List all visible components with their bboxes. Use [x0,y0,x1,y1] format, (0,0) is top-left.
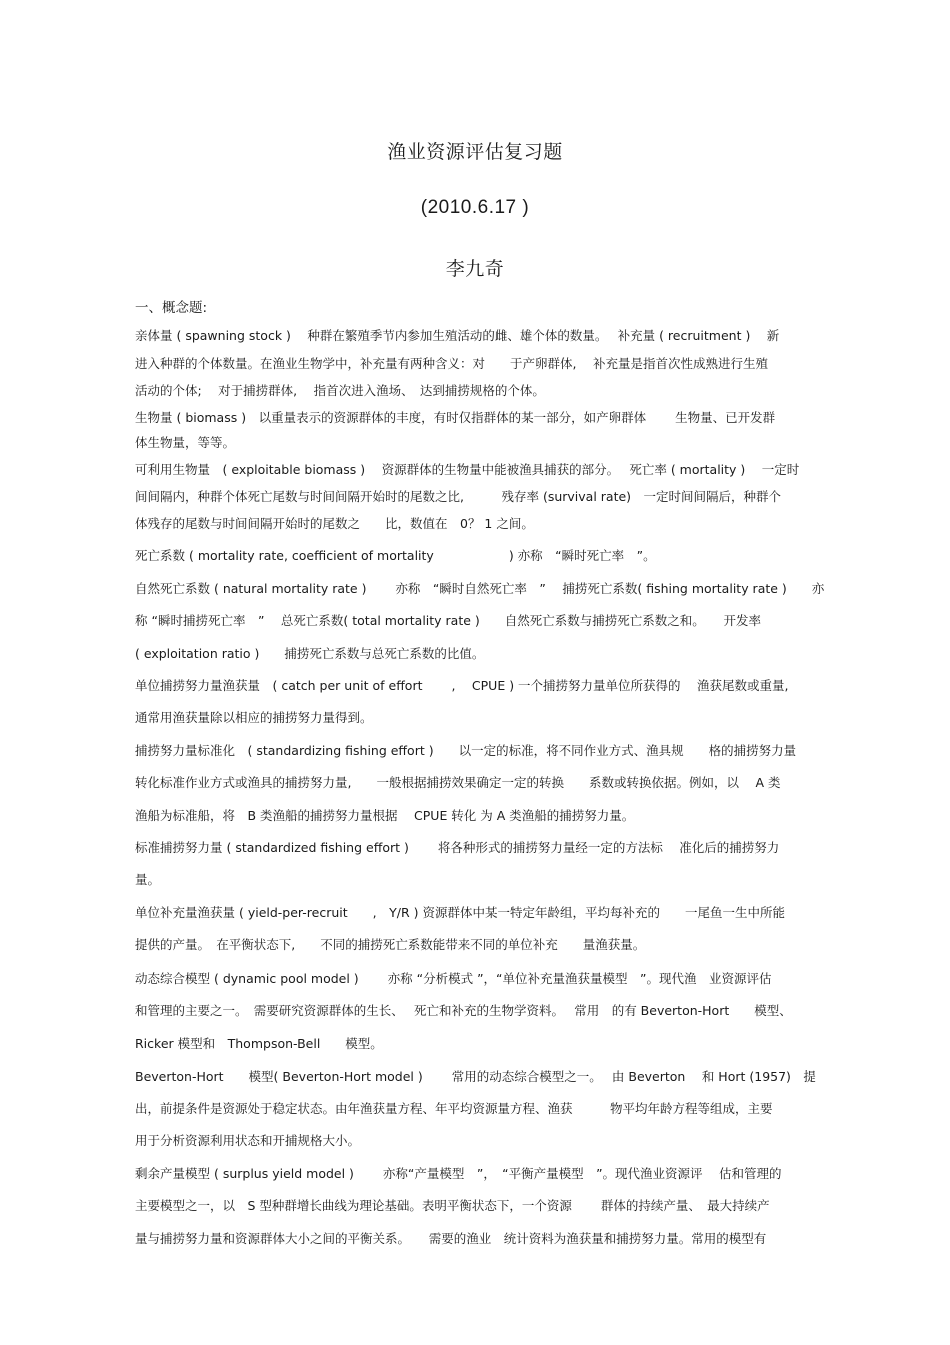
text-line: 称 “瞬时捕捞死亡率 ” 总死亡系数( total mortality rate ) 自然死亡系数与捕捞死亡系数之和。 开发率 [135,613,762,628]
text-line: 生物量 ( biomass ) 以重量表示的资源群体的丰度，有时仅指群体的某一部分，如产卵群体 生物量、已开发群 [135,410,776,425]
text-line: 死亡系数 ( mortality rate, coefficient of mortality ) 亦称 “瞬时死亡率 ”。 [135,548,656,563]
text-line: 主要模型之一，以 S 型种群增长曲线为理论基础。表明平衡状态下，一个资源 群体的持续产量、 最大持续产 [135,1198,770,1213]
text-line: 体残存的尾数与时间间隔开始时的尾数之 比，数值在 0？ 1 之间。 [135,516,534,531]
text-line: 量与捕捞努力量和资源群体大小之间的平衡关系。 需要的渔业 统计资料为渔获量和捕捞努力量。常用的模型有 [135,1231,767,1246]
text-line: 转化标准作业方式或渔具的捕捞努力量, 一般根据捕捞效果确定一定的转换 系数或转换依据。例如，以 A 类 [135,775,781,790]
text-line: 渔船为标准船，将 B 类渔船的捕捞努力量根据 CPUE 转化 为 A 类渔船的捕捞努力量。 [135,808,635,823]
text-line: 量。 [135,872,161,887]
document-author: 李九奇 [445,258,505,280]
text-line: 亲体量 ( spawning stock ) 种群在繁殖季节内参加生殖活动的雌、雄个体的数量。 补充量 ( recruitment ) 新 [135,328,780,343]
text-line: 体生物量，等等。 [135,435,236,450]
text-line: 活动的个体; 对于捕捞群体, 指首次进入渔场、 达到捕捞规格的个体。 [135,383,545,398]
text-line: 自然死亡系数 ( natural mortality rate ) 亦称 “瞬时自然死亡率 ” 捕捞死亡系数( fishing mortality rate ) 亦 [135,581,825,596]
text-line: 单位捕捞努力量渔获量 ( catch per unit of effort , CPUE ) 一个捕捞努力量单位所获得的 渔获尾数或重量, [135,678,789,693]
text-line: 间间隔内，种群个体死亡尾数与时间间隔开始时的尾数之比, 残存率 (survival rate) 一定时间间隔后，种群个 [135,489,782,504]
text-line: 捕捞努力量标准化 ( standardizing fishing effort ) 以一定的标准，将不同作业方式、渔具规 格的捕捞努力量 [135,743,797,758]
text-line: 剩余产量模型 ( surplus yield model ) 亦称“产量模型 ”， “平衡产量模型 ”。现代渔业资源评 估和管理的 [135,1166,782,1181]
text-line: 提供的产量。 在平衡状态下, 不同的捕捞死亡系数能带来不同的单位补充 量渔获量。 [135,937,646,952]
text-line: 用于分析资源利用状态和开捕规格大小。 [135,1133,361,1148]
text-line: 动态综合模型 ( dynamic pool model ) 亦称 “分析模式 ”，“单位补充量渔获量模型 ”。现代渔 业资源评估 [135,971,772,986]
document-title: 渔业资源评估复习题 [387,141,563,163]
section-heading: 一、概念题: [135,300,208,316]
text-line: 和管理的主要之一。 需要研究资源群体的生长、 死亡和补充的生物学资料。 常用 的有 Beverton-Hort 模型、 [135,1003,792,1018]
text-line: ( exploitation ratio ) 捕捞死亡系数与总死亡系数的比值。 [135,646,485,661]
text-line: 可利用生物量 ( exploitable biomass ) 资源群体的生物量中能被渔具捕获的部分。 死亡率 ( mortality ) 一定时 [135,462,800,477]
text-line: 出，前提条件是资源处于稳定状态。由年渔获量方程、年平均资源量方程、渔获 物平均年龄方程等组成，主要 [135,1101,773,1116]
text-line: 通常用渔获量除以相应的捕捞努力量得到。 [135,710,373,725]
text-line: 进入种群的个体数量。在渔业生物学中，补充量有两种含义：对 于产卵群体, 补充量是指首次性成熟进行生殖 [135,356,768,371]
text-line: Beverton-Hort 模型( Beverton-Hort model ) 常用的动态综合模型之一。 由 Beverton 和 Hort (1957) 提 [135,1069,816,1084]
text-line: 单位补充量渔获量 ( yield-per-recruit , Y/R ) 资源群体中某一特定年龄组，平均每补充的 一尾鱼一生中所能 [135,905,785,920]
text-line: 标准捕捞努力量 ( standardized fishing effort ) 将各种形式的捕捞努力量经一定的方法标 准化后的捕捞努力 [135,840,780,855]
text-line: Ricker 模型和 Thompson-Bell 模型。 [135,1036,383,1051]
document-date: (2010.6.17 ) [420,197,530,218]
